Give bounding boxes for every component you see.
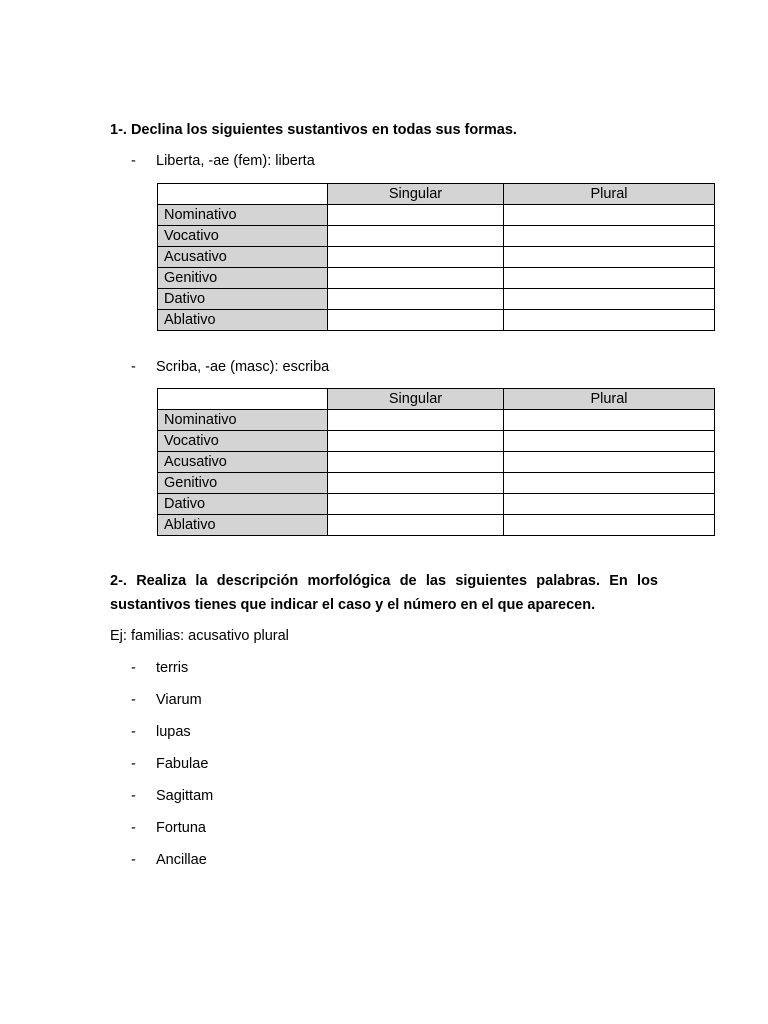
answer-cell-singular[interactable]	[328, 494, 504, 515]
header-singular: Singular	[328, 184, 504, 205]
case-label: Acusativo	[158, 452, 328, 473]
answer-cell-singular[interactable]	[328, 310, 504, 331]
table-row	[158, 431, 715, 452]
answer-cell-singular[interactable]	[328, 452, 504, 473]
answer-cell-plural[interactable]	[504, 452, 715, 473]
list-dash: -	[131, 820, 136, 836]
answer-cell-singular[interactable]	[328, 205, 504, 226]
answer-cell-singular[interactable]	[328, 289, 504, 310]
list-item	[131, 722, 191, 742]
list-item	[131, 850, 207, 870]
header-corner-cell	[158, 184, 328, 205]
header-singular: Singular	[328, 389, 504, 410]
table-row	[158, 473, 715, 494]
noun-label-text: Scriba, -ae (masc): escriba	[156, 359, 330, 375]
word-text: lupas	[156, 724, 191, 740]
list-dash: -	[131, 153, 136, 169]
table-row	[158, 268, 715, 289]
list-item	[131, 754, 208, 774]
list-dash: -	[131, 788, 136, 804]
noun-1-label	[131, 151, 315, 171]
answer-cell-singular[interactable]	[328, 473, 504, 494]
question-1-title: 1-. Declina los siguientes sustantivos en todas sus formas.	[110, 122, 517, 138]
answer-cell-plural[interactable]	[504, 431, 715, 452]
list-item	[131, 818, 206, 838]
case-label: Ablativo	[158, 515, 328, 536]
case-label: Dativo	[158, 494, 328, 515]
example-line: Ej: familias: acusativo plural	[110, 628, 289, 644]
case-label: Nominativo	[158, 410, 328, 431]
table-row	[158, 289, 715, 310]
answer-cell-singular[interactable]	[328, 226, 504, 247]
declension-table-liberta	[157, 183, 715, 331]
case-label: Dativo	[158, 289, 328, 310]
table-row	[158, 515, 715, 536]
answer-cell-singular[interactable]	[328, 515, 504, 536]
word-text: terris	[156, 660, 189, 676]
list-item	[131, 658, 188, 678]
table-row	[158, 226, 715, 247]
answer-cell-plural[interactable]	[504, 289, 715, 310]
answer-cell-singular[interactable]	[328, 410, 504, 431]
list-dash: -	[131, 692, 136, 708]
answer-cell-singular[interactable]	[328, 247, 504, 268]
list-item	[131, 786, 213, 806]
word-text: Fortuna	[156, 820, 206, 836]
table-row	[158, 205, 715, 226]
answer-cell-plural[interactable]	[504, 268, 715, 289]
word-text: Ancillae	[156, 852, 207, 868]
answer-cell-singular[interactable]	[328, 431, 504, 452]
case-label: Ablativo	[158, 310, 328, 331]
word-text: Viarum	[156, 692, 202, 708]
noun-label-text: Liberta, -ae (fem): liberta	[156, 153, 315, 169]
case-label: Vocativo	[158, 431, 328, 452]
case-label: Acusativo	[158, 247, 328, 268]
list-dash: -	[131, 359, 136, 375]
case-label: Nominativo	[158, 205, 328, 226]
table-row	[158, 247, 715, 268]
table-header-row	[158, 184, 715, 205]
answer-cell-plural[interactable]	[504, 205, 715, 226]
answer-cell-plural[interactable]	[504, 473, 715, 494]
list-dash: -	[131, 660, 136, 676]
table-row	[158, 452, 715, 473]
answer-cell-singular[interactable]	[328, 268, 504, 289]
case-label: Vocativo	[158, 226, 328, 247]
noun-2-label	[131, 357, 329, 377]
table-row	[158, 310, 715, 331]
case-label: Genitivo	[158, 268, 328, 289]
header-corner-cell	[158, 389, 328, 410]
answer-cell-plural[interactable]	[504, 247, 715, 268]
table-row	[158, 410, 715, 431]
list-dash: -	[131, 724, 136, 740]
answer-cell-plural[interactable]	[504, 410, 715, 431]
list-item	[131, 690, 202, 710]
header-plural: Plural	[504, 389, 715, 410]
list-dash: -	[131, 852, 136, 868]
case-label: Genitivo	[158, 473, 328, 494]
table-row	[158, 494, 715, 515]
answer-cell-plural[interactable]	[504, 494, 715, 515]
header-plural: Plural	[504, 184, 715, 205]
answer-cell-plural[interactable]	[504, 310, 715, 331]
answer-cell-plural[interactable]	[504, 226, 715, 247]
word-text: Sagittam	[156, 788, 214, 804]
list-dash: -	[131, 756, 136, 772]
word-text: Fabulae	[156, 756, 209, 772]
declension-table-scriba	[157, 388, 715, 536]
question-2-title: 2-. Realiza la descripción morfológica de las siguientes palabras. En los sustantivos tienes que indicar el caso y el número en el que aparecen.	[110, 573, 658, 613]
answer-cell-plural[interactable]	[504, 515, 715, 536]
table-header-row	[158, 389, 715, 410]
